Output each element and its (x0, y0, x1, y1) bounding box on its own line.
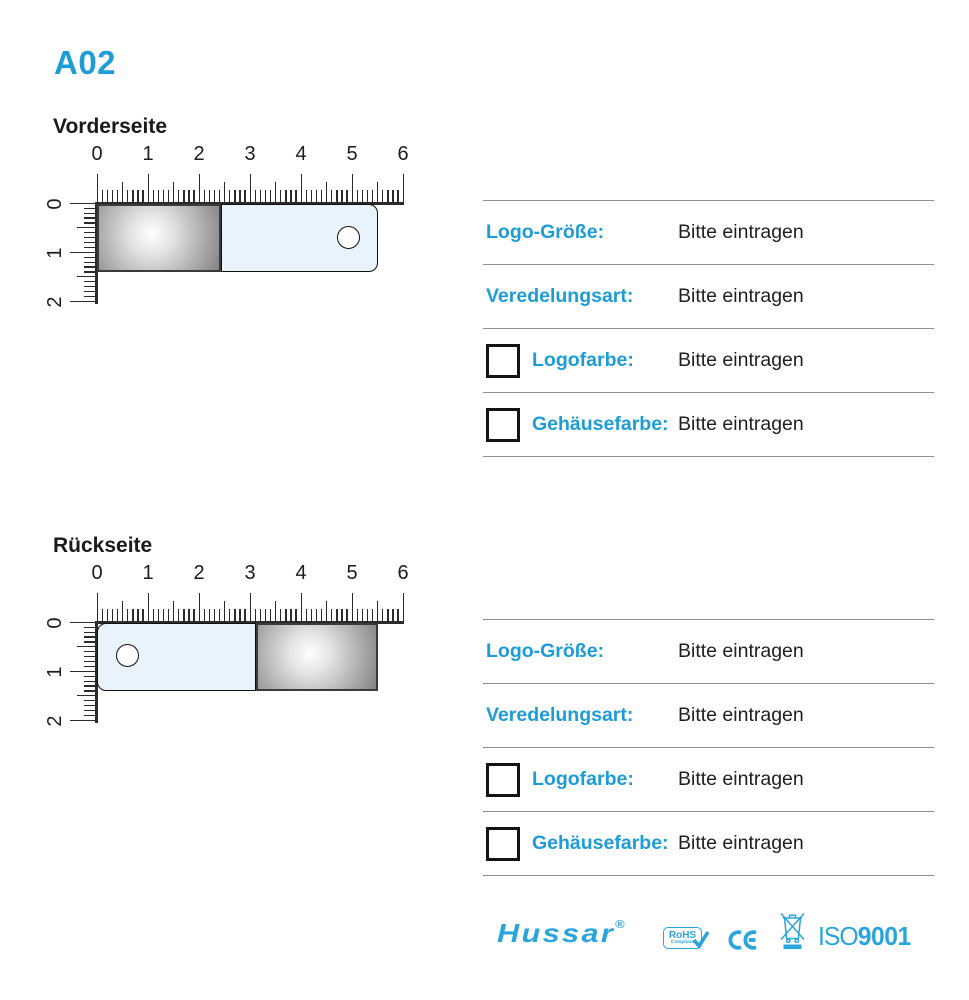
ruler-tick (387, 190, 388, 203)
ruler-tick (77, 646, 97, 647)
ruler-cm-label: 1 (142, 562, 154, 584)
ruler-tick (234, 609, 235, 622)
ruler-tick (367, 609, 368, 622)
vertical-ruler-ticks (68, 621, 98, 729)
ruler-tick (224, 601, 225, 622)
ruler-tick (346, 609, 347, 622)
usb-stick-front-diagram (97, 204, 378, 272)
ruler-tick (107, 190, 108, 203)
ruler-tick (250, 174, 251, 203)
ce-mark-icon (726, 930, 757, 950)
ruler-tick (70, 720, 97, 721)
usb-stick-metal-connector (256, 623, 378, 691)
ruler-tick (234, 190, 235, 203)
ruler-tick (107, 609, 108, 622)
ruler-tick (127, 609, 128, 622)
ruler-cm-label: 1 (142, 143, 154, 165)
ruler-tick (219, 609, 220, 622)
ruler-cm-label: 5 (346, 143, 358, 165)
ruler-tick (397, 190, 398, 203)
ruler-cm-label: 2 (44, 295, 66, 308)
ruler-tick (403, 174, 404, 203)
ruler-tick (142, 609, 143, 622)
ruler-tick (387, 609, 388, 622)
ruler-tick (193, 190, 194, 203)
ruler-cm-label: 1 (44, 665, 66, 678)
horizontal-ruler-ticks (96, 590, 406, 624)
ruler-tick (362, 609, 363, 622)
ruler-tick (275, 601, 276, 622)
ruler-tick (250, 593, 251, 622)
ruler-tick (321, 190, 322, 203)
ruler-tick (321, 609, 322, 622)
ruler-tick (168, 190, 169, 203)
ruler-tick (163, 190, 164, 203)
usb-stick-metal-connector (97, 204, 221, 272)
ruler-tick (372, 609, 373, 622)
ruler-tick (70, 671, 97, 672)
section-front (0, 105, 969, 524)
usb-stick-rear-diagram (97, 623, 378, 691)
ruler-cm-label: 0 (91, 562, 103, 584)
rohs-checkmark-icon (692, 930, 710, 949)
ruler-tick (270, 609, 271, 622)
ruler-tick (219, 190, 220, 203)
ruler-tick (70, 252, 97, 253)
registered-trademark-symbol: ® (615, 919, 625, 931)
ruler-tick (77, 695, 97, 696)
ruler-cm-label: 2 (193, 562, 205, 584)
ruler-tick (306, 190, 307, 203)
iso-number: 9001 (857, 921, 911, 951)
ruler-tick (214, 609, 215, 622)
ruler-tick (132, 190, 133, 203)
ruler-tick (229, 609, 230, 622)
ruler-tick (290, 190, 291, 203)
ruler-tick (148, 174, 149, 203)
ruler-tick (316, 190, 317, 203)
iso-prefix: ISO (818, 921, 858, 951)
ruler-tick (199, 174, 200, 203)
ruler-cm-label: 0 (44, 197, 66, 210)
ruler-tick (311, 190, 312, 203)
section-rear (0, 524, 969, 943)
ruler-tick (244, 609, 245, 622)
ruler-cm-label: 2 (193, 143, 205, 165)
checkbox-logofarbe[interactable] (486, 344, 520, 378)
ruler-tick (70, 622, 97, 623)
field-value[interactable]: Bitte eintragen (678, 704, 804, 726)
rohs-badge-title: RoHS (668, 930, 697, 941)
ruler-tick (392, 190, 393, 203)
ruler-tick (77, 276, 97, 277)
ruler-tick (112, 609, 113, 622)
field-label-logofarbe: Logofarbe: (532, 349, 634, 371)
ruler-tick (326, 601, 327, 622)
ruler-tick (122, 601, 123, 622)
ruler-tick (209, 609, 210, 622)
ruler-tick (362, 190, 363, 203)
spec-row (483, 748, 934, 812)
ruler-tick (204, 190, 205, 203)
ruler-tick (158, 190, 159, 203)
ruler-tick (301, 593, 302, 622)
ruler-tick (311, 609, 312, 622)
ruler-tick (173, 182, 174, 203)
checkbox-logofarbe[interactable] (486, 763, 520, 797)
ruler-tick (122, 182, 123, 203)
field-value[interactable]: Bitte eintragen (678, 349, 804, 371)
spec-table-front (483, 200, 934, 457)
ruler-tick (188, 609, 189, 622)
section-heading-front: Vorderseite (53, 115, 167, 138)
ruler-tick (301, 174, 302, 203)
ruler-tick (132, 609, 133, 622)
ruler-tick (137, 190, 138, 203)
field-value[interactable]: Bitte eintragen (678, 413, 804, 435)
ruler-tick (183, 609, 184, 622)
checkbox-gehaeusefarbe[interactable] (486, 827, 520, 861)
ruler-tick (178, 190, 179, 203)
ruler-tick (341, 609, 342, 622)
ruler-tick (382, 609, 383, 622)
ruler-tick (403, 593, 404, 622)
ruler-tick (397, 609, 398, 622)
ruler-tick (280, 609, 281, 622)
spec-row (483, 201, 934, 265)
spec-row (483, 812, 934, 876)
ruler-tick (326, 182, 327, 203)
ruler-cm-label: 6 (397, 562, 409, 584)
field-label-logo-groesse: Logo-Größe: (486, 640, 605, 662)
ruler-cm-label: 1 (44, 246, 66, 259)
field-value[interactable]: Bitte eintragen (678, 768, 804, 790)
ruler-tick (316, 609, 317, 622)
section-heading-rear: Rückseite (53, 534, 153, 557)
ruler-tick (224, 182, 225, 203)
ruler-cm-label: 0 (91, 143, 103, 165)
ruler-tick (97, 174, 98, 203)
ruler-cm-label: 4 (295, 562, 307, 584)
ruler-tick (77, 227, 97, 228)
ruler-cm-label: 4 (295, 143, 307, 165)
ruler-tick (377, 182, 378, 203)
ruler-tick (336, 190, 337, 203)
brand-logo (497, 918, 625, 949)
spec-row (483, 265, 934, 329)
ruler-cm-label: 0 (44, 616, 66, 629)
ruler-tick (209, 190, 210, 203)
lanyard-hole (116, 644, 139, 667)
iso-9001-logo (818, 921, 911, 952)
ruler-cm-label: 6 (397, 143, 409, 165)
field-label-veredelungsart: Veredelungsart: (486, 285, 634, 307)
ruler-tick (70, 203, 97, 204)
ruler-tick (275, 182, 276, 203)
ruler-tick (214, 190, 215, 203)
field-label-gehaeusefarbe: Gehäusefarbe: (532, 832, 669, 854)
lanyard-hole (337, 226, 360, 249)
vertical-ruler-ticks (68, 202, 98, 310)
field-label-veredelungsart: Veredelungsart: (486, 704, 634, 726)
ruler-tick (352, 593, 353, 622)
ruler-tick (331, 190, 332, 203)
ruler-tick (285, 609, 286, 622)
ruler-tick (178, 609, 179, 622)
ruler-tick (392, 609, 393, 622)
ruler-tick (153, 609, 154, 622)
ruler-tick (336, 609, 337, 622)
field-label-logofarbe: Logofarbe: (532, 768, 634, 790)
ruler-tick (260, 609, 261, 622)
ruler-tick (239, 190, 240, 203)
ruler-tick (112, 190, 113, 203)
ruler-tick (142, 190, 143, 203)
ruler-tick (244, 190, 245, 203)
spec-table-rear (483, 619, 934, 876)
field-value[interactable]: Bitte eintragen (678, 832, 804, 854)
ruler-tick (270, 190, 271, 203)
ruler-tick (204, 609, 205, 622)
ruler-cm-label: 3 (244, 562, 256, 584)
field-value[interactable]: Bitte eintragen (678, 285, 804, 307)
ruler-tick (199, 593, 200, 622)
page-title: A02 (54, 44, 117, 81)
horizontal-ruler-ticks (96, 171, 406, 205)
ruler-tick (306, 609, 307, 622)
field-value[interactable]: Bitte eintragen (678, 640, 804, 662)
ruler-tick (341, 190, 342, 203)
ruler-tick (377, 601, 378, 622)
ruler-tick (102, 609, 103, 622)
ruler-tick (265, 609, 266, 622)
spec-row (483, 393, 934, 457)
field-value[interactable]: Bitte eintragen (678, 221, 804, 243)
weee-crossed-bin-icon (779, 911, 806, 951)
ruler-tick (346, 190, 347, 203)
ruler-tick (239, 609, 240, 622)
rohs-badge-subtitle: Compliant (670, 940, 695, 945)
ruler-tick (280, 190, 281, 203)
ruler-tick (372, 190, 373, 203)
ruler-cm-label: 2 (44, 714, 66, 727)
spec-row (483, 620, 934, 684)
checkbox-gehaeusefarbe[interactable] (486, 408, 520, 442)
ruler-tick (357, 190, 358, 203)
ruler-tick (382, 190, 383, 203)
ruler-tick (367, 190, 368, 203)
ruler-tick (255, 190, 256, 203)
ruler-tick (117, 609, 118, 622)
ruler-tick (352, 174, 353, 203)
ruler-tick (260, 190, 261, 203)
ruler-tick (148, 593, 149, 622)
ruler-cm-label: 3 (244, 143, 256, 165)
ruler-tick (153, 190, 154, 203)
field-label-gehaeusefarbe: Gehäusefarbe: (532, 413, 669, 435)
ruler-tick (117, 190, 118, 203)
ruler-tick (173, 601, 174, 622)
ruler-tick (295, 609, 296, 622)
ruler-tick (357, 609, 358, 622)
brand-name: Hussar (497, 918, 616, 948)
ruler-tick (295, 190, 296, 203)
ruler-tick (163, 609, 164, 622)
spec-row (483, 329, 934, 393)
spec-row (483, 684, 934, 748)
ruler-tick (255, 609, 256, 622)
ruler-cm-label: 5 (346, 562, 358, 584)
field-label-logo-groesse: Logo-Größe: (486, 221, 605, 243)
ruler-tick (188, 190, 189, 203)
ruler-tick (290, 609, 291, 622)
ruler-tick (183, 190, 184, 203)
ruler-tick (193, 609, 194, 622)
ruler-tick (265, 190, 266, 203)
ruler-tick (168, 609, 169, 622)
ruler-tick (97, 593, 98, 622)
ruler-tick (229, 190, 230, 203)
ruler-tick (285, 190, 286, 203)
ruler-tick (137, 609, 138, 622)
ruler-tick (102, 190, 103, 203)
ruler-tick (331, 609, 332, 622)
ruler-tick (70, 301, 97, 302)
ruler-tick (158, 609, 159, 622)
ruler-tick (127, 190, 128, 203)
